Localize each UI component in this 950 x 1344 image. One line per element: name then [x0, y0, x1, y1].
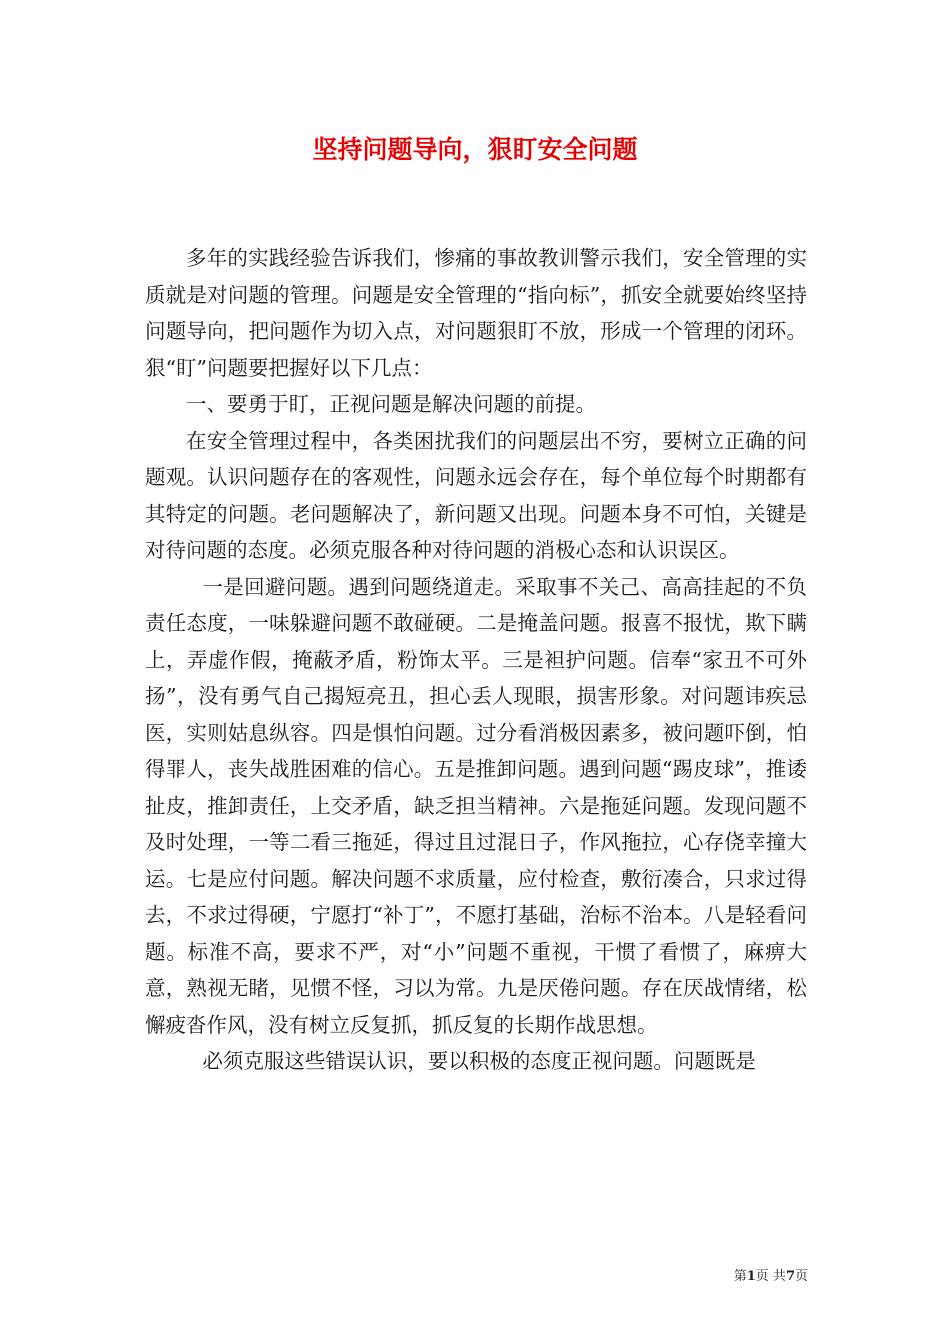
paragraph-section-heading-1: 一、要勇于盯，正视问题是解决问题的前提。	[186, 392, 596, 416]
document-body	[145, 240, 807, 1080]
page-number-footer	[734, 1268, 808, 1286]
paragraph-intro: 多年的实践经验告诉我们，惨痛的事故教训警示我们，安全管理的实质就是对问题的管理。问题是安全管理的“指向标”，抓安全就要始终坚持问题导向，把问题作为切入点，对问题狠盯不放，形成一个管理的闭环。狠“盯”问题要把握好以下几点：	[145, 246, 807, 380]
footer-suffix: 页	[794, 1269, 808, 1284]
document-title: 坚持问题导向，狠盯安全问题	[312, 135, 638, 164]
paragraph-problem-view: 在安全管理过程中，各类困扰我们的问题层出不穷，要树立正确的问题观。认识问题存在的客观性，问题永远会存在，每个单位每个时期都有其特定的问题。老问题解决了，新问题又出现。问题本身不可怕，关键是对待问题的态度。必须克服各种对待问题的消极心态和认识误区。	[145, 428, 807, 562]
paragraph-conclusion-start: 必须克服这些错误认识，要以积极的态度正视问题。问题既是	[202, 1049, 756, 1073]
footer-prefix: 第	[733, 1269, 747, 1284]
footer-middle: 页 共	[755, 1269, 786, 1284]
paragraph-misconceptions: 一是回避问题。遇到问题绕道走。采取事不关己、高高挂起的不负责任态度，一味躲避问题不敢碰硬。二是掩盖问题。报喜不报忧，欺下瞒上，弄虚作假，掩蔽矛盾，粉饰太平。三是袒护问题。信奉“家丑不可外扬”，没有勇气自己揭短亮丑，担心丢人现眼，损害形象。对问题讳疾忌医，实则姑息纵容。四是惧怕问题。过分看消极因素多，被问题吓倒，怕得罪人，丧失战胜困难的信心。五是推卸问题。遇到问题“踢皮球”，推诿扯皮，推卸责任，上交矛盾，缺乏担当精神。六是拖延问题。发现问题不及时处理，一等二看三拖延，得过且过混日子，作风拖拉，心存侥幸撞大运。七是应付问题。解决问题不求质量，应付检查，敷衍凑合，只求过得去，不求过得硬，宁愿打“补丁”，不愿打基础，治标不治本。八是轻看问题。标准不高，要求不严，对“小”问题不重视，干惯了看惯了，麻痹大意，熟视无睹，见惯不怪，习以为常。九是厌倦问题。存在厌战情绪，松懈疲沓作风，没有树立反复抓，抓反复的长期作战思想。	[145, 574, 807, 1037]
footer-current-page: 1	[746, 1269, 756, 1284]
footer-total-pages: 7	[785, 1269, 795, 1284]
